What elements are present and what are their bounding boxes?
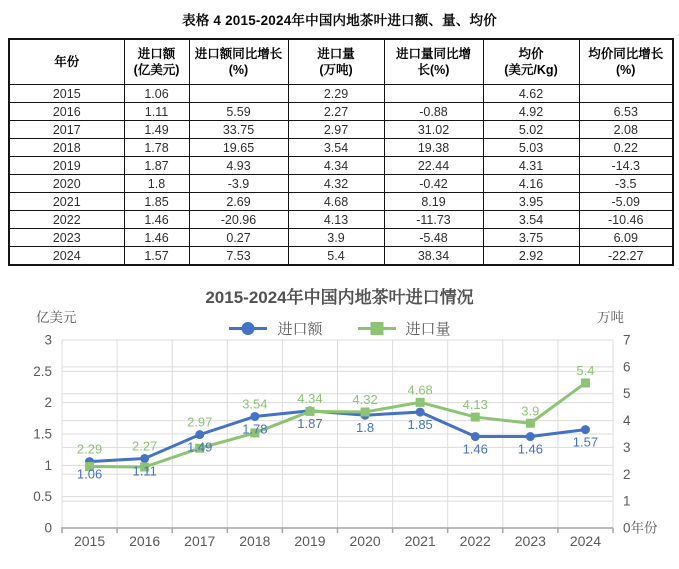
table-cell: 2015 [9, 85, 124, 103]
table-cell: -10.46 [579, 211, 673, 229]
data-label: 4.32 [352, 391, 378, 407]
x-axis-labels [74, 533, 601, 549]
left-axis-unit-label: 亿美元 [36, 310, 77, 325]
table-cell: -0.88 [384, 103, 483, 121]
table-cell: 22.44 [384, 157, 483, 175]
col-header-text: (%) [616, 63, 636, 77]
table-cell: 5.59 [189, 103, 288, 121]
table-row [9, 211, 673, 229]
data-label: 1.8 [356, 420, 375, 436]
table-cell: 19.38 [384, 139, 483, 157]
table-cell: 2.27 [288, 103, 384, 121]
data-point-marker [361, 407, 370, 416]
table-row [9, 175, 673, 193]
left-axis-tick: 1.5 [33, 426, 52, 442]
right-axis-tick: 1 [623, 493, 631, 509]
x-axis-label: 2023 [514, 533, 546, 549]
data-point-marker [526, 432, 535, 441]
data-point-marker [471, 432, 480, 441]
table-cell: 1.46 [124, 229, 189, 247]
table-cell: 3.9 [288, 229, 384, 247]
import-trend-chart [0, 332, 679, 569]
right-axis-tick: 7 [623, 332, 631, 348]
col-header-text: (%) [228, 63, 249, 77]
data-label: 1.87 [297, 415, 323, 431]
table-cell: 0.22 [579, 139, 673, 157]
x-axis-label: 2015 [73, 533, 106, 549]
data-label: 2.29 [76, 441, 103, 457]
table-cell: 7.53 [189, 247, 288, 266]
table-cell: 3.95 [483, 193, 579, 211]
right-axis-tick: 0年份 [623, 520, 658, 536]
table-cell: 4.68 [288, 193, 384, 211]
data-point-marker [416, 398, 425, 407]
table-cell: 2024 [9, 247, 124, 266]
table-cell: 1.11 [124, 103, 189, 121]
table-cell: 2.08 [579, 121, 673, 139]
data-label: 2.27 [131, 438, 158, 454]
x-axis-label: 2019 [294, 533, 326, 549]
data-label: 4.68 [407, 382, 433, 398]
col-header-import-volume-yoy [384, 39, 483, 85]
x-axis-label: 2021 [404, 533, 436, 549]
table-cell: 6.53 [579, 103, 673, 121]
col-header-text: 进口额同比增长 [194, 46, 283, 61]
x-axis-label: 2017 [184, 533, 216, 549]
table-cell: 2020 [9, 175, 124, 193]
table-row [9, 139, 673, 157]
table-cell: 1.57 [124, 247, 189, 266]
table-cell: 4.62 [483, 85, 579, 103]
data-label: 1.06 [76, 466, 103, 482]
table-cell: -20.96 [189, 211, 288, 229]
col-header-year [9, 39, 124, 85]
x-axis-label: 2020 [349, 533, 381, 549]
table-cell: 3.54 [288, 139, 384, 157]
table-cell: 31.02 [384, 121, 483, 139]
data-point-marker [416, 408, 425, 417]
data-point-marker [305, 407, 314, 416]
table-cell: 0.27 [189, 229, 288, 247]
table-cell: 1.46 [124, 211, 189, 229]
table-row [9, 103, 673, 121]
table-cell: 2023 [9, 229, 124, 247]
left-axis-tick: 2.5 [33, 363, 52, 379]
table-cell: -3.5 [579, 175, 673, 193]
table-cell: 2.92 [483, 247, 579, 266]
data-label: 1.46 [517, 441, 544, 457]
data-point-marker [471, 413, 480, 422]
col-header-text: 长(%) [417, 63, 450, 77]
x-axis-label: 2018 [239, 533, 271, 549]
left-axis-tick: 1 [44, 457, 52, 473]
table-row [9, 157, 673, 175]
table-row [9, 229, 673, 247]
data-label: 1.11 [132, 463, 157, 479]
table-cell: 2018 [9, 139, 124, 157]
col-header-text: 均价 [518, 46, 544, 61]
left-axis-tick: 3 [44, 332, 52, 348]
table-cell: 4.32 [288, 175, 384, 193]
data-label: 3.54 [242, 396, 268, 412]
table-cell: -0.42 [384, 175, 483, 193]
col-header-import-value-yoy [189, 39, 288, 85]
right-axis-tick: 5 [623, 386, 631, 402]
table-cell: 19.65 [189, 139, 288, 157]
col-header-import-volume [288, 39, 384, 85]
table-cell: -11.73 [384, 211, 483, 229]
table-cell: 1.85 [124, 193, 189, 211]
table-row [9, 121, 673, 139]
table-cell: 4.13 [288, 211, 384, 229]
table-cell: 4.31 [483, 157, 579, 175]
right-axis-unit-label: 万吨 [597, 310, 624, 325]
table-cell: 2.29 [288, 85, 384, 103]
col-header-text: 年份 [54, 54, 80, 69]
right-axis-tick: 2 [623, 466, 631, 482]
table-cell: 4.93 [189, 157, 288, 175]
col-header-text: (万吨) [319, 63, 353, 77]
table-cell: 8.19 [384, 193, 483, 211]
data-point-marker [250, 412, 259, 421]
table-cell: -5.48 [384, 229, 483, 247]
data-label: 1.49 [187, 439, 213, 455]
left-axis-tick: 2 [44, 395, 52, 411]
table-cell: 4.16 [483, 175, 579, 193]
table-cell: 2016 [9, 103, 124, 121]
data-label: 1.57 [572, 434, 599, 450]
table-cell: 5.4 [288, 247, 384, 266]
data-point-marker [581, 378, 590, 387]
table-cell: -22.27 [579, 247, 673, 266]
data-label: 4.34 [297, 390, 323, 406]
col-header-text: (亿美元) [133, 63, 180, 77]
table-cell: 2022 [9, 211, 124, 229]
data-label: 4.13 [462, 397, 488, 413]
table-cell: 2.97 [288, 121, 384, 139]
table-cell [579, 85, 673, 103]
table-cell: 3.75 [483, 229, 579, 247]
table-cell [189, 85, 288, 103]
table-cell: -5.09 [579, 193, 673, 211]
data-label: 2.97 [187, 414, 213, 430]
table-cell [384, 85, 483, 103]
table-cell: 4.92 [483, 103, 579, 121]
table-header-row [9, 39, 673, 85]
right-axis-tick: 4 [623, 413, 631, 429]
data-label: 1.85 [407, 417, 433, 433]
data-label: 5.4 [576, 362, 595, 378]
data-label: 1.78 [242, 421, 268, 437]
table-cell: 1.06 [124, 85, 189, 103]
table-cell: 2017 [9, 121, 124, 139]
x-axis-label: 2024 [569, 533, 602, 549]
table-cell: 1.49 [124, 121, 189, 139]
col-header-avg-price-yoy [579, 39, 673, 85]
table-cell: 33.75 [189, 121, 288, 139]
right-axis-tick: 6 [623, 359, 631, 375]
table-cell: 1.87 [124, 157, 189, 175]
table-cell: 4.34 [288, 157, 384, 175]
table-cell: 2021 [9, 193, 124, 211]
col-header-text: 进口量同比增 [395, 46, 471, 61]
col-header-text: 进口量 [317, 46, 355, 61]
table-cell: 2019 [9, 157, 124, 175]
data-label: 3.9 [521, 403, 540, 419]
table-cell: 3.54 [483, 211, 579, 229]
data-table [8, 38, 674, 266]
table-cell: 38.34 [384, 247, 483, 266]
table-row [9, 193, 673, 211]
table-cell: 2.69 [189, 193, 288, 211]
col-header-text: (美元/Kg) [504, 63, 558, 77]
data-label: 1.46 [462, 441, 488, 457]
left-axis-tick: 0.5 [33, 489, 52, 505]
x-axis-label: 2016 [129, 533, 161, 549]
data-point-marker [581, 425, 590, 434]
table-cell: 5.03 [483, 139, 579, 157]
table-cell: -14.3 [579, 157, 673, 175]
right-axis-tick: 3 [623, 439, 631, 455]
legend-label: 进口额 [277, 320, 323, 338]
col-header-import-value [124, 39, 189, 85]
data-point-marker [195, 430, 204, 439]
table-row [9, 85, 673, 103]
table-row [9, 247, 673, 266]
table-cell: 5.02 [483, 121, 579, 139]
table-cell: 1.8 [124, 175, 189, 193]
col-header-text: 均价同比增长 [588, 46, 664, 61]
table-cell: 6.09 [579, 229, 673, 247]
table-title: 表格 4 2015-2024年中国内地茶叶进口额、量、均价 [182, 13, 497, 28]
col-header-avg-price [483, 39, 579, 85]
table-cell: -3.9 [189, 175, 288, 193]
data-point-marker [140, 454, 149, 463]
left-axis-tick: 0 [44, 520, 52, 536]
chart-title: 2015-2024年中国内地茶叶进口情况 [205, 288, 474, 307]
col-header-text: 进口额 [137, 46, 176, 61]
x-axis-label: 2022 [459, 533, 491, 549]
table-cell: 1.78 [124, 139, 189, 157]
data-point-marker [526, 419, 535, 428]
legend-label: 进口量 [405, 320, 451, 338]
